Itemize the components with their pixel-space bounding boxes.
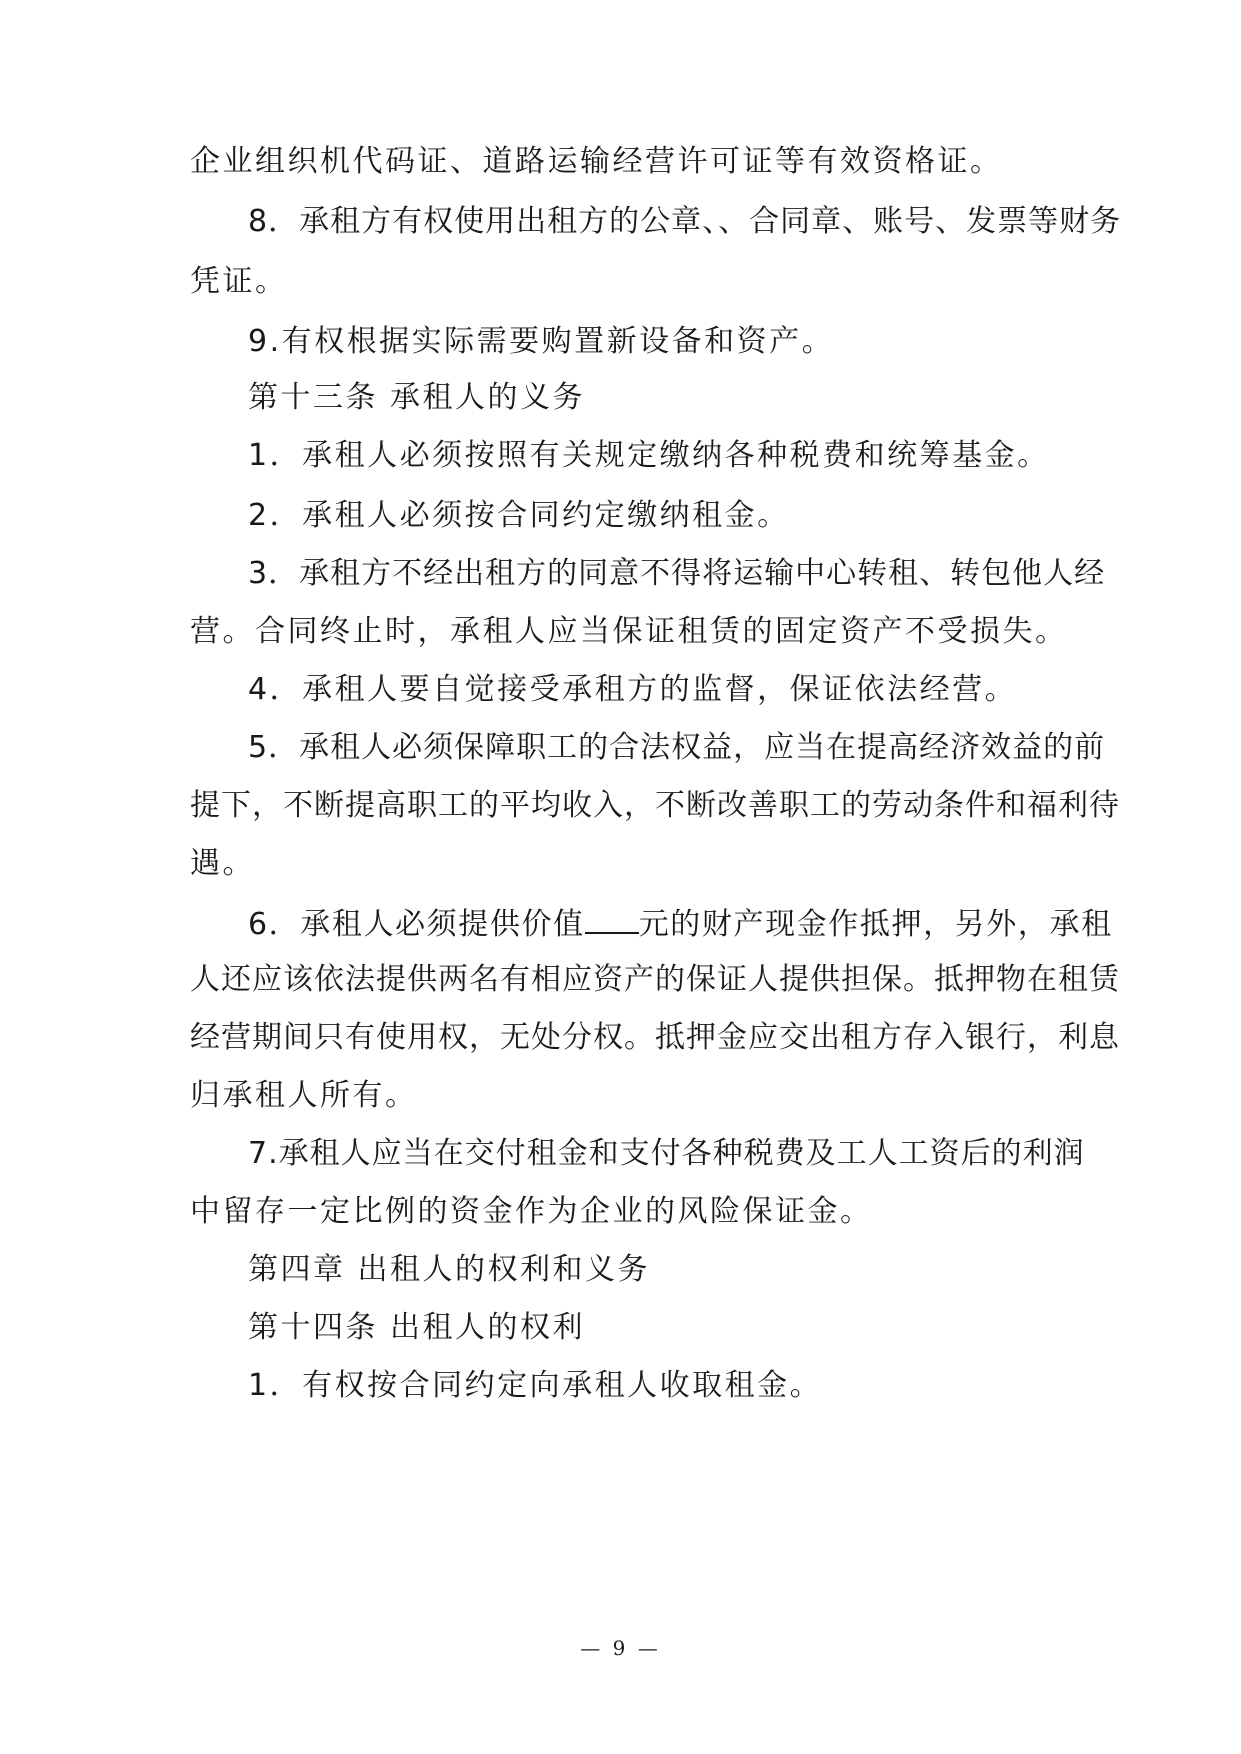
text-line: 7.承租人应当在交付租金和支付各种税费及工人工资后的利润	[248, 1136, 1085, 1171]
text-line: 经营期间只有使用权，无处分权。抵押金应交出租方存入银行，利息	[190, 1020, 1120, 1055]
text-line: 凭证。	[190, 264, 288, 299]
text-line: 8．承租方有权使用出租方的公章、、合同章、账号、发票等财务	[248, 204, 1122, 239]
text-segment: 6．承租人必须提供价值	[248, 907, 585, 942]
chapter-heading: 第四章 出租人的权利和义务	[248, 1252, 651, 1287]
article-heading: 第十四条 出租人的权利	[248, 1310, 586, 1345]
text-line: 4．承租人要自觉接受承租方的监督，保证依法经营。	[248, 672, 1018, 707]
text-line	[248, 902, 1113, 945]
text-segment: 元的财产现金作抵押，另外，承租	[638, 907, 1113, 942]
text-line: 遇。	[190, 846, 255, 881]
fill-in-blank	[585, 902, 639, 934]
text-line: 3．承租方不经出租方的同意不得将运输中心转租、转包他人经	[248, 556, 1106, 591]
text-line: 归承租人所有。	[190, 1078, 418, 1113]
text-line: 1．承租人必须按照有关规定缴纳各种税费和统筹基金。	[248, 438, 1050, 473]
text-line: 企业组织机代码证、道路运输经营许可证等有效资格证。	[190, 144, 1003, 179]
text-line: 9.有权根据实际需要购置新设备和资产。	[248, 324, 835, 359]
page-number: — 9 —	[580, 1636, 661, 1660]
text-line: 2．承租人必须按合同约定缴纳租金。	[248, 498, 790, 533]
text-line: 人还应该依法提供两名有相应资产的保证人提供担保。抵押物在租赁	[190, 962, 1120, 997]
text-line: 提下，不断提高职工的平均收入，不断改善职工的劳动条件和福利待	[190, 788, 1120, 823]
text-line: 营。合同终止时，承租人应当保证租赁的固定资产不受损失。	[190, 614, 1068, 649]
text-line: 中留存一定比例的资金作为企业的风险保证金。	[190, 1194, 873, 1229]
text-line: 1．有权按合同约定向承租人收取租金。	[248, 1368, 823, 1403]
article-heading: 第十三条 承租人的义务	[248, 380, 586, 415]
text-line: 5．承租人必须保障职工的合法权益，应当在提高经济效益的前	[248, 730, 1106, 765]
